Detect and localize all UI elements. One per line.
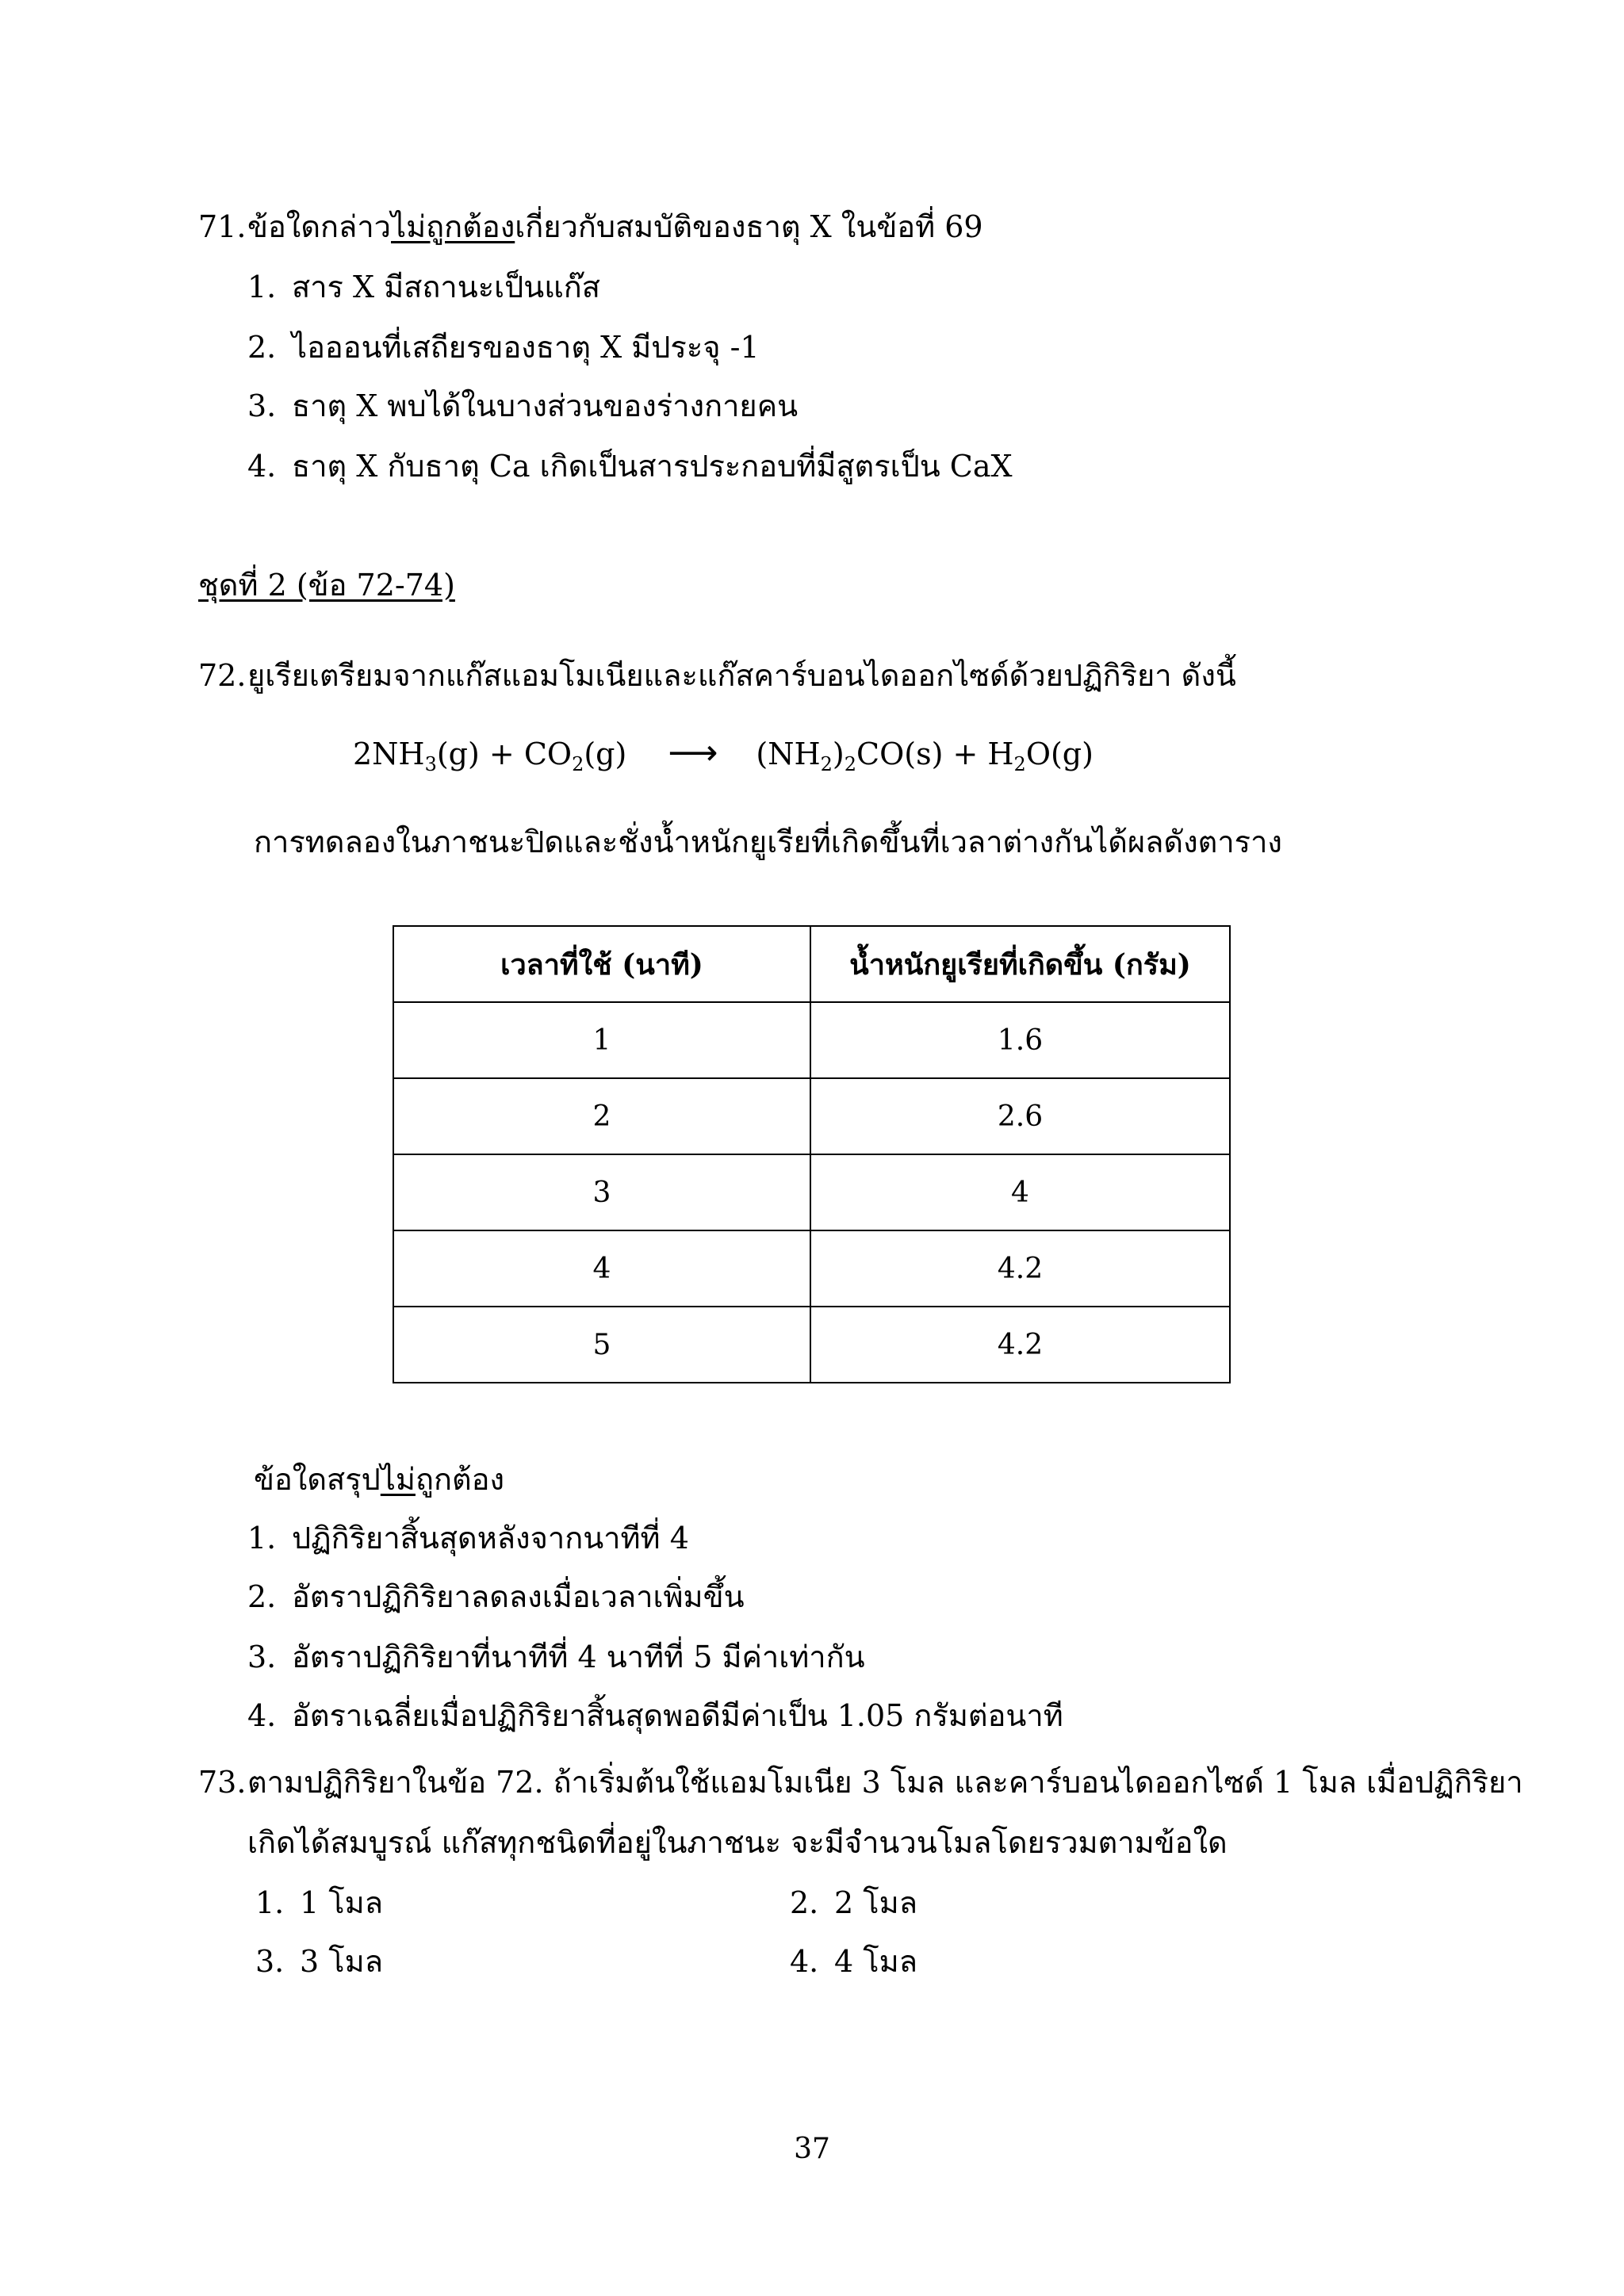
page-number: 37: [794, 2133, 830, 2165]
table-cell: 1: [393, 1002, 810, 1078]
column-header-mass: น้ำหนักยูเรียที่เกิดขึ้น (กรัม): [810, 926, 1230, 1002]
question-73-line2: เกิดได้สมบูรณ์ แก๊สทุกชนิดที่อยู่ในภาชนะ จะมีจำนวนโมลโดยรวมตามข้อใด: [247, 1825, 1228, 1860]
table-row: [393, 1078, 1230, 1154]
question-71: [198, 205, 983, 249]
equation-subscript: 2: [1013, 753, 1026, 775]
choice-73-4: [790, 1939, 917, 1984]
equation-part: O(g): [1025, 737, 1094, 771]
question-72-prompt: [254, 1457, 504, 1502]
choice-72-4: [247, 1693, 1063, 1738]
prompt-text: ถูกต้อง: [415, 1462, 505, 1497]
choice-number: 3.: [255, 1944, 285, 1979]
table-cell: 1.6: [810, 1002, 1230, 1078]
question-72: [198, 653, 1236, 698]
table-cell: 4.2: [810, 1230, 1230, 1307]
table-row: [393, 1154, 1230, 1230]
table-row: [393, 1307, 1230, 1383]
choice-number: 1.: [247, 270, 277, 304]
choice-text: สาร X มีสถานะเป็นแก๊ส: [292, 270, 600, 304]
question-text-underlined: ไม่ถูกต้อง: [391, 209, 515, 244]
choice-text: 1 โมล: [300, 1885, 384, 1920]
choice-number: 4.: [247, 1698, 277, 1733]
table-cell: 3: [393, 1154, 810, 1230]
choice-73-1: [255, 1881, 383, 1925]
choice-text: 4 โมล: [834, 1944, 918, 1979]
choice-number: 2.: [247, 330, 277, 365]
choice-number: 4.: [790, 1944, 819, 1979]
choice-number: 2.: [247, 1579, 277, 1614]
table-cell: 4: [810, 1154, 1230, 1230]
equation-subscript: 2: [572, 753, 584, 775]
choice-text: 3 โมล: [300, 1944, 384, 1979]
choice-text: ธาตุ X กับธาตุ Ca เกิดเป็นสารประกอบที่มีสูตรเป็น CaX: [292, 449, 1013, 484]
equation-part: 2NH: [353, 737, 425, 771]
prompt-text-underlined: ไม่: [380, 1462, 416, 1497]
choice-71-1: [247, 265, 600, 309]
chemical-equation: [353, 731, 1094, 786]
choice-72-2: [247, 1575, 745, 1619]
choice-72-3: [247, 1635, 865, 1679]
question-73: [198, 1760, 1523, 1804]
choice-number: 3.: [247, 388, 277, 423]
equation-part: (NH: [756, 737, 821, 771]
equation-part: ): [832, 737, 845, 771]
table-header-row: [393, 926, 1230, 1002]
choice-71-3: [247, 384, 798, 428]
question-number: 73.: [198, 1765, 247, 1800]
experiment-intro: การทดลองในภาชนะปิดและชั่งน้ำหนักยูเรียที่เกิดขึ้นที่เวลาต่างกันได้ผลดังตาราง: [254, 825, 1282, 859]
column-header-time: เวลาที่ใช้ (นาที): [393, 926, 810, 1002]
choice-71-2: [247, 325, 760, 369]
choice-text: อัตราปฏิกิริยาลดลงเมื่อเวลาเพิ่มขึ้น: [292, 1579, 745, 1614]
equation-subscript: 2: [844, 753, 857, 775]
table-cell: 5: [393, 1307, 810, 1383]
choice-text: อัตราเฉลี่ยเมื่อปฏิกิริยาสิ้นสุดพอดีมีค่าเป็น 1.05 กรัมต่อนาที: [292, 1698, 1063, 1733]
prompt-text: ข้อใดสรุป: [254, 1462, 381, 1497]
question-text: ยูเรียเตรียมจากแก๊สแอมโมเนียและแก๊สคาร์บอนไดออกไซด์ด้วยปฏิกิริยา ดังนี้: [247, 658, 1236, 693]
choice-number: 3.: [247, 1640, 277, 1674]
question-text: ข้อใดกล่าว: [247, 209, 392, 244]
question-text: เกี่ยวกับสมบัติของธาตุ X ในข้อที่ 69: [515, 209, 983, 244]
choice-number: 1.: [247, 1521, 277, 1556]
table-cell: 2.6: [810, 1078, 1230, 1154]
choice-text: ปฏิกิริยาสิ้นสุดหลังจากนาทีที่ 4: [292, 1521, 689, 1556]
question-number: 72.: [198, 658, 247, 693]
equation-part: (g): [584, 737, 627, 771]
question-text: ตามปฏิกิริยาในข้อ 72. ถ้าเริ่มต้นใช้แอมโมเนีย 3 โมล และคาร์บอนไดออกไซด์ 1 โมล เมื่อปฏิกิริยา: [247, 1765, 1523, 1800]
table-row: [393, 1230, 1230, 1307]
table-cell: 4: [393, 1230, 810, 1307]
results-table: [393, 925, 1231, 1383]
question-number: 71.: [198, 209, 247, 244]
choice-number: 1.: [255, 1885, 285, 1920]
choice-71-4: [247, 444, 1013, 488]
table-cell: 4.2: [810, 1307, 1230, 1383]
equation-part: CO(s) + H: [856, 737, 1014, 771]
choice-text: ธาตุ X พบได้ในบางส่วนของร่างกายคน: [292, 388, 799, 423]
choice-text: อัตราปฏิกิริยาที่นาทีที่ 4 นาทีที่ 5 มีค่าเท่ากัน: [292, 1640, 865, 1674]
choice-number: 4.: [247, 449, 277, 484]
choice-73-3: [255, 1939, 383, 1984]
table-cell: 2: [393, 1078, 810, 1154]
reaction-arrow-icon: ⟶: [668, 733, 718, 773]
choice-73-2: [790, 1881, 917, 1925]
equation-subscript: 3: [424, 753, 437, 775]
equation-part: (g) + CO: [436, 737, 573, 771]
choice-text: ไอออนที่เสถียรของธาตุ X มีประจุ -1: [292, 330, 760, 365]
choice-number: 2.: [790, 1885, 819, 1920]
choice-72-1: [247, 1516, 689, 1560]
choice-text: 2 โมล: [834, 1885, 918, 1920]
equation-subscript: 2: [820, 753, 833, 775]
table-row: [393, 1002, 1230, 1078]
set-heading: ชุดที่ 2 (ข้อ 72-74): [198, 568, 455, 603]
